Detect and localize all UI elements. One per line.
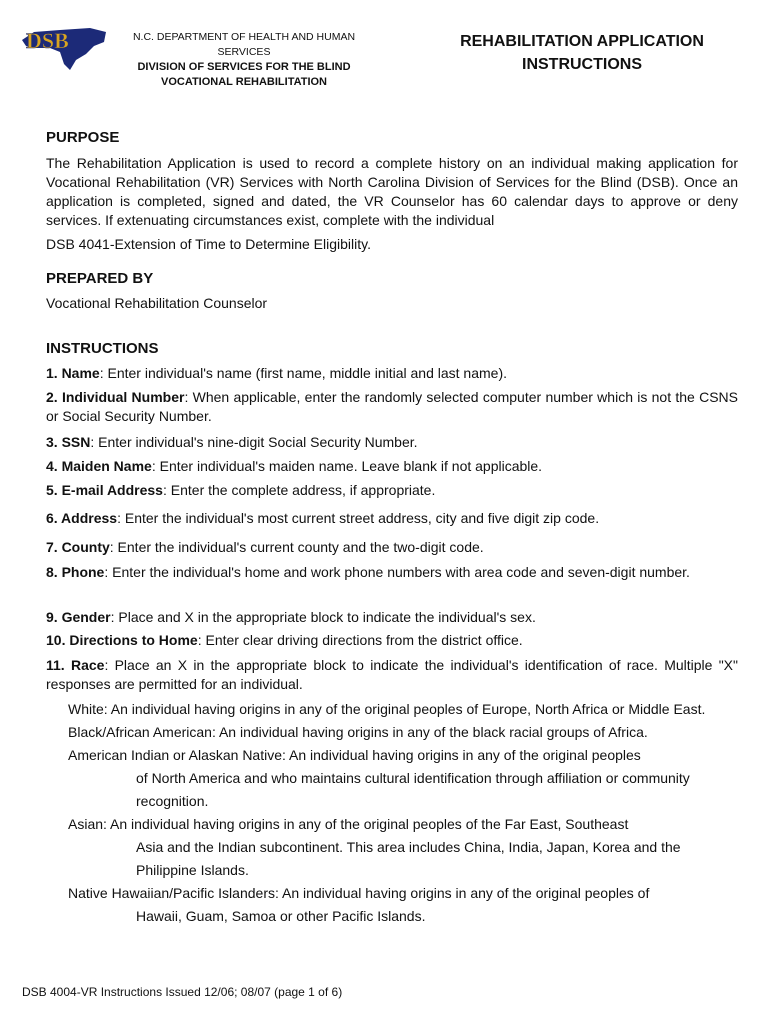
instruction-label: 6. Address [46,510,118,526]
instruction-label: 3. SSN [46,434,91,450]
division-name: DIVISION OF SERVICES FOR THE BLIND [137,61,351,73]
instruction-label: 4. Maiden Name [46,458,152,474]
instruction-text: : Enter the individual's most current street address, city and five digit zip code. [117,510,600,526]
instruction-item [46,538,738,557]
instruction-label: 2. Individual Number [46,389,185,405]
instructions-heading: INSTRUCTIONS [46,340,159,357]
purpose-form-ref: DSB 4041-Extension of Time to Determine Eligibility. [46,236,371,252]
instruction-item [46,364,738,383]
instruction-label: 9. Gender [46,609,111,625]
instruction-text: : Enter individual's name (first name, middle initial and last name). [99,365,508,381]
race-definition-continuation: Hawaii, Guam, Samoa or other Pacific Islands. [136,908,426,924]
instruction-label: 7. County [46,539,110,555]
document-title [420,30,744,76]
instruction-label: 5. E-mail Address [46,482,163,498]
instruction-item [46,457,738,476]
instruction-text: : Enter clear driving directions from the district office. [197,632,523,648]
instruction-text: : Enter the complete address, if appropriate. [162,482,436,498]
instruction-item [46,631,738,650]
agency-block [110,30,378,90]
instruction-text: : When applicable, enter the randomly selected computer number which is not the CSNS or Social Security Number. [46,389,738,424]
race-definition-continuation: Asia and the Indian subcontinent. This area includes China, India, Japan, Korea and the Philippine Islands. [136,839,681,878]
title-line-2: INSTRUCTIONS [522,56,642,73]
instruction-text: : Enter individual's maiden name. Leave blank if not applicable. [151,458,543,474]
dsb-logo [20,22,108,74]
instruction-item [46,509,738,528]
purpose-text: The Rehabilitation Application is used to record a complete history on an individual making application for Vocational Rehabilitation (VR) Services with North Carolina Division of Services for the Blind (DSB). Once an application is completed, signed and dated, the VR Counselor has 60 calendar days to approve or deny services. If extenuating circumstances exist, complete with the individual [46,155,738,228]
instruction-label: 1. Name [46,365,100,381]
race-definitions [68,698,738,928]
prepared-by-text: Vocational Rehabilitation Counselor [46,295,268,311]
race-definition-text: Native Hawaiian/Pacific Islanders: An individual having origins in any of the original peoples of [68,885,650,901]
race-definition [68,698,738,721]
instruction-item [46,481,738,500]
instruction-text: : Place and X in the appropriate block to indicate the individual's sex. [110,609,536,625]
instruction-text: : Place an X in the appropriate block to indicate the individual's identification of race. Multiple "X" responses are permitted for an individual. [46,657,738,692]
instruction-text: : Enter the individual's home and work phone numbers with area code and seven-digit number. [104,564,690,580]
race-definition [68,813,738,882]
instruction-item [46,388,738,426]
race-definition-text: Asian: An individual having origins in any of the original peoples of the Far East, Southeast [68,816,629,832]
instruction-label: 8. Phone [46,564,105,580]
instruction-item [46,563,738,582]
race-definition [68,744,738,813]
instruction-label: 11. Race [46,657,105,673]
instruction-item [46,656,738,694]
page-footer: DSB 4004-VR Instructions Issued 12/06; 08/07 (page 1 of 6) [22,985,343,999]
department-name: N.C. DEPARTMENT OF HEALTH AND HUMAN SERVICES [132,31,356,58]
instruction-text: : Enter the individual's current county and the two-digit code. [109,539,484,555]
race-definition-text: Black/African American: An individual having origins in any of the black racial groups of Africa. [68,724,648,740]
instruction-label: 10. Directions to Home [46,632,198,648]
race-definition-continuation: of North America and who maintains cultural identification through affiliation or community recognition. [136,770,690,809]
instruction-item [46,433,738,452]
race-definition-text: White: An individual having origins in any of the original peoples of Europe, North Africa or Middle East. [68,701,706,717]
program-name: VOCATIONAL REHABILITATION [160,76,327,88]
race-definition [68,721,738,744]
race-definition-text: American Indian or Alaskan Native: An individual having origins in any of the original peoples [68,747,641,763]
logo-text: DSB [26,28,69,53]
purpose-heading: PURPOSE [46,129,120,146]
instruction-item [46,608,738,627]
title-line-1: REHABILITATION APPLICATION [460,33,704,50]
prepared-by-heading: PREPARED BY [46,270,154,287]
race-definition [68,882,738,928]
instruction-text: : Enter individual's nine-digit Social Security Number. [90,434,418,450]
